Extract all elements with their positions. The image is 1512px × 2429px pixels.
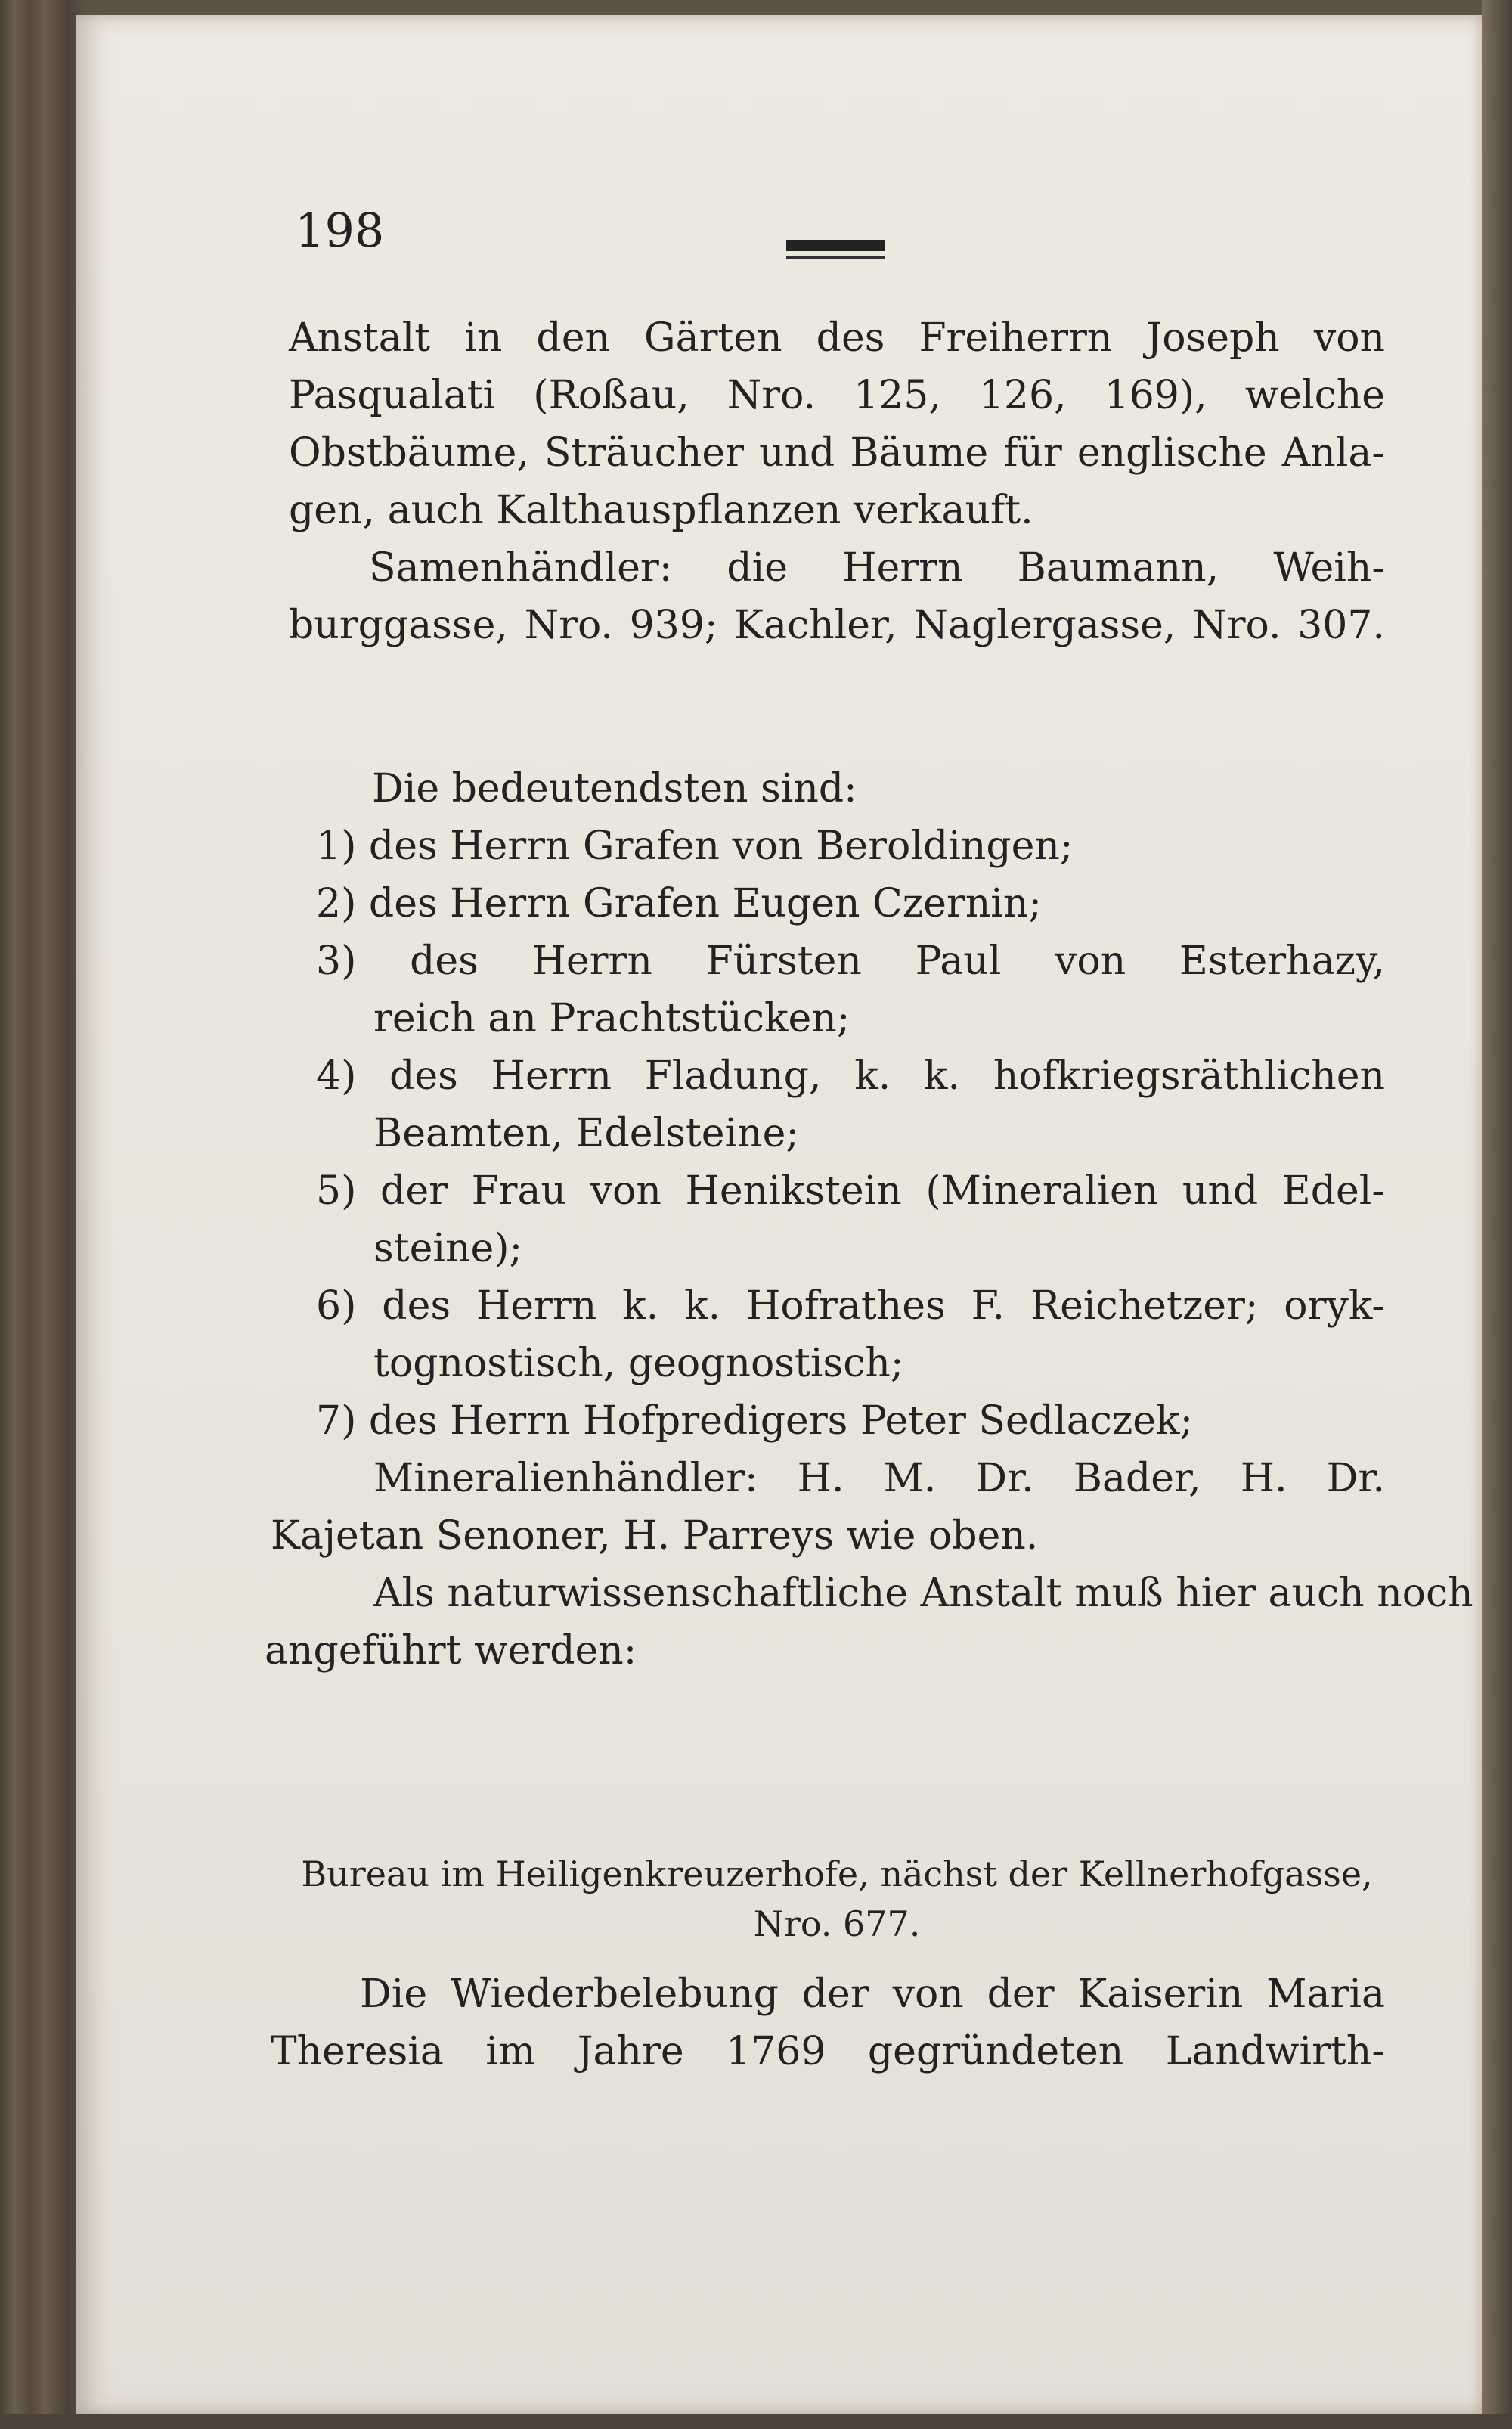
list-item-continuation: steine); <box>373 1226 523 1271</box>
list-item: 6) des Herrn k. k. Hofrathes F. Reichetzer; oryk- <box>316 1283 1385 1329</box>
text-line: Pasqualati (Roßau, Nro. 125, 126, 169), welche <box>289 373 1385 418</box>
list-item-continuation: tognostisch, geognostisch; <box>373 1341 904 1386</box>
text-line: Die Wiederbelebung der von der Kaiserin Maria <box>360 1971 1385 2017</box>
list-item: 4) des Herrn Fladung, k. k. hofkriegsräthlichen <box>316 1053 1385 1099</box>
address-line: Nro. 677. <box>753 1903 921 1944</box>
header-rule <box>786 240 885 251</box>
text-line: Mineralienhändler: H. M. Dr. Bader, H. Dr. <box>373 1456 1385 1501</box>
text-line: Die bedeutendsten sind: <box>372 766 857 811</box>
book-edge-bottom <box>0 2414 1512 2429</box>
list-item: 1) des Herrn Grafen von Beroldingen; <box>316 824 1074 869</box>
list-item-continuation: reich an Prachtstücken; <box>373 996 850 1041</box>
list-item: 2) des Herrn Grafen Eugen Czernin; <box>316 881 1042 926</box>
text-line: Anstalt in den Gärten des Freiherrn Joseph von <box>289 315 1385 361</box>
text-line: burggasse, Nro. 939; Kachler, Naglergasse, Nro. 307. <box>289 603 1385 648</box>
text-line: Als naturwissenschaftliche Anstalt muß hier auch noch <box>373 1571 1473 1616</box>
list-item: 7) des Herrn Hofpredigers Peter Sedlaczek; <box>316 1398 1194 1444</box>
text-line: Obstbäume, Sträucher und Bäume für englische Anla- <box>289 430 1385 476</box>
text-line: Samenhändler: die Herrn Baumann, Weih- <box>369 545 1385 591</box>
list-item: 5) der Frau von Henikstein (Mineralien und Edel- <box>316 1168 1385 1214</box>
text-line: Kajetan Senoner, H. Parreys wie oben. <box>271 1513 1039 1559</box>
text-line: gen, auch Kalthauspflanzen verkauft. <box>289 488 1033 533</box>
address-line: Bureau im Heiligenkreuzerhofe, nächst der Kellnerhofgasse, <box>301 1854 1373 1894</box>
text-line: Theresia im Jahre 1769 gegründeten Landwirth- <box>271 2029 1385 2074</box>
list-item-continuation: Beamten, Edelsteine; <box>373 1111 799 1156</box>
page-number: 198 <box>295 203 385 258</box>
list-item: 3) des Herrn Fürsten Paul von Esterhazy, <box>316 938 1385 984</box>
book-edge-right <box>1482 0 1512 2429</box>
text-line: angeführt werden: <box>265 1628 637 1674</box>
